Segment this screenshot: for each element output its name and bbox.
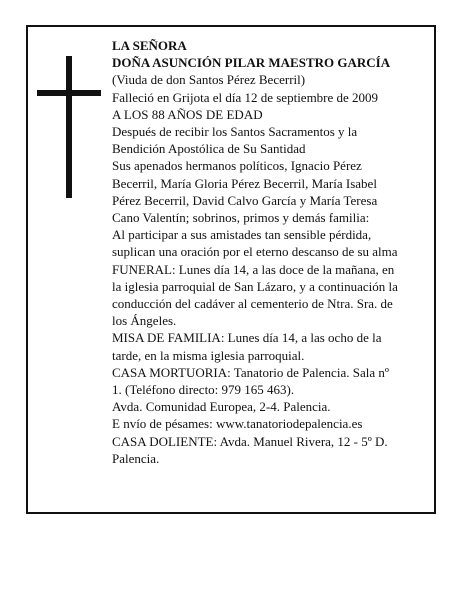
notice-line: la iglesia parroquial de San Lázaro, y a continuación la	[112, 278, 398, 294]
cross-vertical-bar	[66, 56, 72, 198]
notice-line: Bendición Apostólica de Su Santidad	[112, 141, 306, 157]
notice-line: Palencia.	[112, 450, 160, 466]
notice-line: CASA DOLIENTE: Avda. Manuel Rivera, 12 - 5º D.	[112, 433, 388, 449]
notice-line: conducción del cadáver al cementerio de Ntra. Sra. de	[112, 296, 393, 312]
notice-line: suplican una oración por el eterno descanso de su alma	[112, 244, 398, 260]
notice-line: Pérez Becerril, David Calvo García y María Teresa	[112, 192, 378, 208]
notice-line: Becerril, María Gloria Pérez Becerril, María Isabel	[112, 175, 377, 191]
notice-line: MISA DE FAMILIA: Lunes día 14, a las ocho de la	[112, 330, 382, 346]
notice-line: Avda. Comunidad Europea, 2-4. Palencia.	[112, 399, 331, 415]
notice-line: Después de recibir los Santos Sacramentos y la	[112, 124, 358, 140]
notice-line: FUNERAL: Lunes día 14, a las doce de la mañana, en	[112, 261, 395, 277]
notice-line: Falleció en Grijota el día 12 de septiembre de 2009	[112, 89, 379, 105]
notice-line: tarde, en la misma iglesia parroquial.	[112, 347, 305, 363]
notice-line: A LOS 88 AÑOS DE EDAD	[112, 106, 263, 122]
cross-horizontal-bar	[37, 90, 101, 96]
notice-line: (Viuda de don Santos Pérez Becerril)	[112, 72, 306, 88]
cross-icon	[37, 56, 101, 198]
notice-line: E nvío de pésames: www.tanatoriodepalencia.es	[112, 416, 363, 432]
notice-line: LA SEÑORA	[112, 38, 187, 53]
notice-line: DOÑA ASUNCIÓN PILAR MAESTRO GARCÍA	[112, 55, 391, 71]
notice-line: los Ángeles.	[112, 313, 177, 329]
notice-line: Sus apenados hermanos políticos, Ignacio Pérez	[112, 158, 362, 174]
notice-line: 1. (Teléfono directo: 979 165 463).	[112, 382, 295, 398]
notice-line: Cano Valentín; sobrinos, primos y demás familia:	[112, 210, 370, 226]
obituary-text	[112, 37, 427, 467]
notice-line: CASA MORTUORIA: Tanatorio de Palencia. Sala nº	[112, 364, 389, 380]
notice-line: Al participar a sus amistades tan sensible pérdida,	[112, 227, 372, 243]
